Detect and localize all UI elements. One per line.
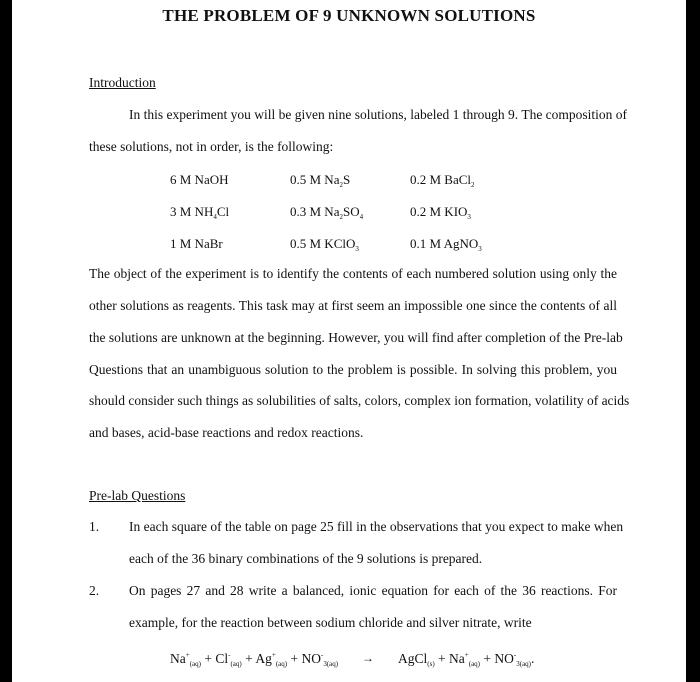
intro-line-2: these solutions, not in order, is the following:	[89, 139, 334, 154]
intro-para2-line-3: the solutions are unknown at the beginning. However, you will find after completion of the Pre-lab	[89, 330, 623, 345]
prelab-heading: Pre-lab Questions	[89, 488, 186, 503]
question-1-number: 1.	[89, 519, 100, 534]
intro-line-1: In this experiment you will be given nine solutions, labeled 1 through 9. The composition of	[129, 107, 628, 122]
solution-bacl2: 0.2 M BaCl$_2$	[410, 172, 475, 189]
example-equation-reactants: $Na^+_{(aq)} + Cl^-_{(aq)} + Ag^+_{(aq)} + NO^-_{3(aq)}$	[170, 651, 339, 668]
question-1-line-2: each of the 36 binary combinations of the 9 solutions is prepared.	[129, 551, 483, 566]
document-title: THE PROBLEM OF 9 UNKNOWN SOLUTIONS	[162, 6, 536, 25]
example-equation-products: AgCl$_{(s)}$ + $Na^+_{(aq)} + NO^-_{3(aq)}$.	[398, 651, 535, 668]
solution-nabr: 1 M NaBr	[170, 236, 223, 251]
document-page	[12, 0, 686, 682]
question-2-line-1: On pages 27 and 28 write a balanced, ionic equation for each of the 36 reactions. For	[129, 583, 617, 598]
intro-para2-line-2: other solutions as reagents. This task may at first seem an impossible one since the contents of all	[89, 298, 617, 313]
reaction-arrow: →	[362, 651, 374, 665]
intro-para2-line-1: The object of the experiment is to identify the contents of each numbered solution using only the	[89, 266, 617, 281]
solution-agno3: 0.1 M AgNO$_3$	[410, 236, 482, 253]
question-2-line-2: example, for the reaction between sodium chloride and silver nitrate, write	[129, 615, 532, 630]
solution-nh4cl: 3 M $NH_4Cl$	[170, 204, 230, 221]
solution-na2s: 0.5 M $Na_2S$	[290, 172, 351, 189]
solution-naoh: 6 M NaOH	[170, 172, 229, 187]
solution-kclo3: 0.5 M KClO$_3$	[290, 236, 359, 253]
intro-para2-line-5: should consider such things as solubilities of salts, colors, complex ion formation, volatility of acids	[89, 393, 630, 408]
question-2-number: 2.	[89, 583, 100, 598]
intro-para2-line-4: Questions that an unambiguous solution to the problem is possible. In solving this problem, you	[89, 362, 617, 377]
solution-kio3: 0.2 M $KIO_3$	[410, 204, 471, 221]
intro-para2-line-6: and bases, acid-base reactions and redox reactions.	[89, 425, 364, 440]
introduction-heading: Introduction	[89, 75, 156, 90]
question-1-line-1: In each square of the table on page 25 fill in the observations that you expect to make when	[129, 519, 624, 534]
solution-na2so4: 0.3 M $Na_2SO_4$	[290, 204, 364, 221]
